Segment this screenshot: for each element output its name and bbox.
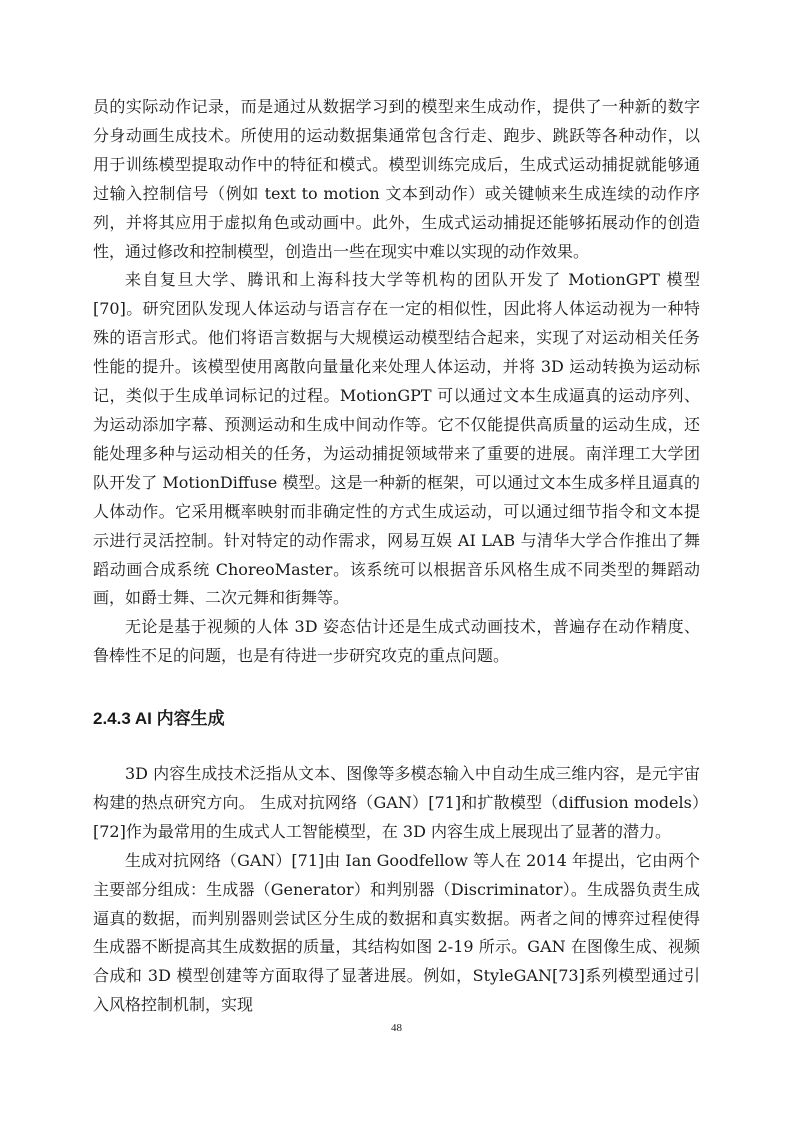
paragraph-pose-estimation-issues: 无论是基于视频的人体 3D 姿态估计还是生成式动画技术，普遍存在动作精度、鲁棒性不足的问题，也是有待进一步研究攻克的重点问题。 (93, 617, 700, 666)
paragraph-motion-capture-continued: 员的实际动作记录，而是通过从数据学习到的模型来生成动作，提供了一种新的数字分身动画生成技术。所使用的运动数据集通常包含行走、跑步、跳跃等各种动作，以用于训练模型提取动作中的特征和模式。模型训练完成后，生成式运动捕捉就能够通过输入控制信号（例如 text to motion 文本到动作）或关键帧来生成连续的动作序列，并将其应用于虚拟角色或动画中。此外，生成式运动捕捉还能够拓展动作的创造性，通过修改和控制模型，创造出一些在现实中难以实现的动作效果。 (93, 97, 700, 261)
paragraph-gan: 生成对抗网络（GAN）[71]由 Ian Goodfellow 等人在 2014 年提出，它由两个主要部分组成：生成器（Generator）和判别器（Discriminator）。生成器负责生成逼真的数据，而判别器则尝试区分生成的数据和真实数据。两者之间的博弈过程使得生成器不断提高其生成数据的质量，其结构如图 2-19 所示。GAN 在图像生成、视频合成和 3D 模型创建等方面取得了显著进展。例如，StyleGAN[73]系列模型通过引入风格控制机制，实现 (93, 850, 700, 1015)
paragraph-motiongpt: 来自复旦大学、腾讯和上海科技大学等机构的团队开发了 MotionGPT 模型[70]。研究团队发现人体运动与语言存在一定的相似性，因此将人体运动视为一种特殊的语言形式。他们将语言数据与大规模运动模型结合起来，实现了对运动相关任务性能的提升。该模型使用离散向量量化来处理人体运动，并将 3D 运动转换为运动标记，类似于生成单词标记的过程。MotionGPT 可以通过文本生成逼真的运动序列、为运动添加字幕、预测运动和生成中间动作等。它不仅能提供高质量的运动生成，还能处理多种与运动相关的任务，为运动捕捉领域带来了重要的进展。南洋理工大学团队开发了 MotionDiffuse 模型。这是一种新的框架，可以通过文本生成多样且逼真的人体动作。它采用概率映射而非确定性的方式生成运动，可以通过细节指令和文本提示进行灵活控制。针对特定的动作需求，网易互娱 AI LAB 与清华大学合作推出了舞蹈动画合成系统 ChoreoMaster。该系统可以根据音乐风格生成不同类型的舞蹈动画，如爵士舞、二次元舞和街舞等。 (93, 270, 700, 608)
bottom-body-text (93, 760, 700, 1020)
section-heading: 2.4.3 AI 内容生成 (93, 709, 225, 728)
page-number: 48 (391, 1022, 402, 1034)
top-body-text (93, 93, 700, 671)
paragraph-3d-content-generation: 3D 内容生成技术泛指从文本、图像等多模态输入中自动生成三维内容，是元宇宙构建的热点研究方向。 生成对抗网络（GAN）[71]和扩散模型（diffusion models）[72]作为最常用的生成式人工智能模型，在 3D 内容生成上展现出了显著的潜力。 (93, 764, 700, 841)
